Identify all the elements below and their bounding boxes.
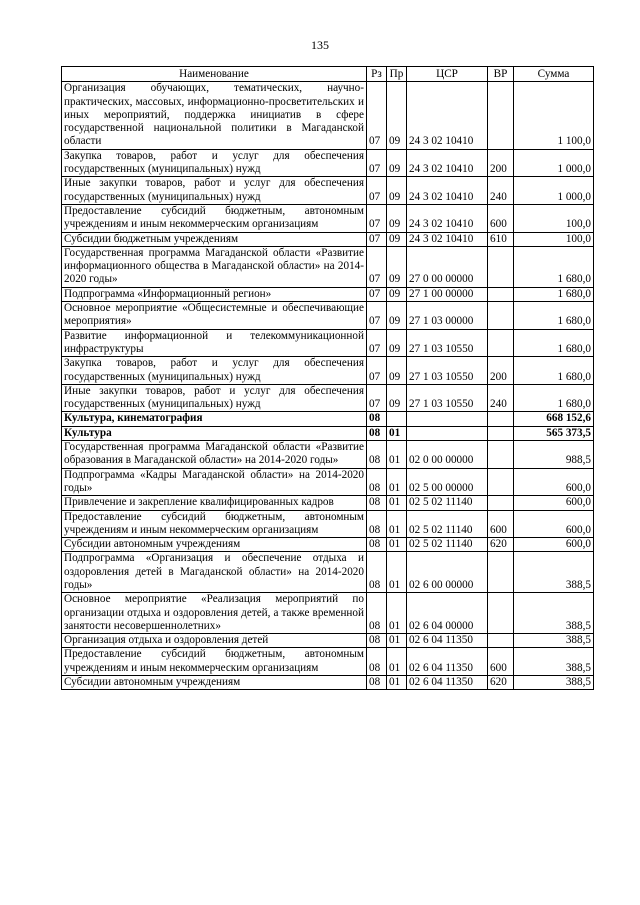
table-row <box>62 82 594 149</box>
row-rz: 08 <box>367 593 387 634</box>
row-pr: 09 <box>387 287 407 301</box>
row-pr: 01 <box>387 510 407 538</box>
row-rz: 07 <box>367 232 387 246</box>
table-row <box>62 149 594 177</box>
row-name: Предоставление субсидий бюджетным, автономным учреждениям и иным некоммерческим организациям <box>62 510 367 538</box>
row-name: Государственная программа Магаданской области «Развитие информационного общества в Магаданской области» на 2014-2020 годы» <box>62 246 367 287</box>
table-row <box>62 357 594 385</box>
row-vr <box>488 496 514 510</box>
table-row <box>62 510 594 538</box>
row-csr: 02 5 02 11140 <box>407 496 488 510</box>
row-rz: 07 <box>367 82 387 149</box>
row-sum: 1 000,0 <box>514 177 594 205</box>
table-row <box>62 676 594 690</box>
row-vr: 200 <box>488 357 514 385</box>
budget-table <box>61 66 594 690</box>
table-row <box>62 552 594 593</box>
row-name: Предоставление субсидий бюджетным, автономным учреждениям и иным некоммерческим организациям <box>62 204 367 232</box>
row-pr: 09 <box>387 246 407 287</box>
row-vr <box>488 302 514 330</box>
row-pr: 09 <box>387 149 407 177</box>
row-vr: 200 <box>488 149 514 177</box>
row-rz: 08 <box>367 634 387 648</box>
row-name: Субсидии бюджетным учреждениям <box>62 232 367 246</box>
row-sum: 100,0 <box>514 232 594 246</box>
row-rz: 08 <box>367 468 387 496</box>
row-csr: 27 1 00 00000 <box>407 287 488 301</box>
row-vr <box>488 329 514 357</box>
table-body <box>62 82 594 690</box>
row-name: Организация обучающих, тематических, научно-практических, массовых, информационно-просветительских и иных мероприятий, поддержка инициатив в сфере государственной национальной политики в Магаданской области <box>62 82 367 149</box>
row-pr: 01 <box>387 426 407 440</box>
row-pr: 01 <box>387 593 407 634</box>
row-pr: 09 <box>387 384 407 412</box>
row-pr <box>387 412 407 426</box>
row-sum: 565 373,5 <box>514 426 594 440</box>
row-vr: 240 <box>488 177 514 205</box>
row-sum: 388,5 <box>514 676 594 690</box>
row-rz: 08 <box>367 648 387 676</box>
row-name: Организация отдыха и оздоровления детей <box>62 634 367 648</box>
row-rz: 08 <box>367 510 387 538</box>
row-sum: 1 680,0 <box>514 357 594 385</box>
table-row <box>62 634 594 648</box>
row-vr: 600 <box>488 510 514 538</box>
row-csr: 02 6 04 11350 <box>407 634 488 648</box>
row-vr <box>488 552 514 593</box>
table-row <box>62 648 594 676</box>
row-name: Субсидии автономным учреждениям <box>62 676 367 690</box>
row-pr: 01 <box>387 634 407 648</box>
row-vr: 610 <box>488 232 514 246</box>
row-pr: 09 <box>387 329 407 357</box>
table-row <box>62 329 594 357</box>
row-rz: 08 <box>367 676 387 690</box>
row-rz: 07 <box>367 329 387 357</box>
row-vr <box>488 246 514 287</box>
row-pr: 01 <box>387 552 407 593</box>
table-row <box>62 412 594 426</box>
row-sum: 1 100,0 <box>514 82 594 149</box>
row-csr: 02 6 04 11350 <box>407 648 488 676</box>
row-csr: 02 5 02 11140 <box>407 510 488 538</box>
row-csr: 27 1 03 00000 <box>407 302 488 330</box>
row-sum: 600,0 <box>514 468 594 496</box>
row-vr: 600 <box>488 204 514 232</box>
row-csr: 02 5 00 00000 <box>407 468 488 496</box>
row-name: Культура <box>62 426 367 440</box>
row-csr: 27 0 00 00000 <box>407 246 488 287</box>
row-csr: 24 3 02 10410 <box>407 82 488 149</box>
row-name: Иные закупки товаров, работ и услуг для обеспечения государственных (муниципальных) нужд <box>62 177 367 205</box>
row-csr: 24 3 02 10410 <box>407 149 488 177</box>
row-rz: 07 <box>367 384 387 412</box>
row-name: Подпрограмма «Кадры Магаданской области» на 2014-2020 годы» <box>62 468 367 496</box>
row-sum: 600,0 <box>514 538 594 552</box>
row-name: Закупка товаров, работ и услуг для обеспечения государственных (муниципальных) нужд <box>62 149 367 177</box>
table-row <box>62 287 594 301</box>
row-name: Культура, кинематография <box>62 412 367 426</box>
row-csr <box>407 412 488 426</box>
row-rz: 07 <box>367 149 387 177</box>
table-row <box>62 593 594 634</box>
table-row <box>62 441 594 469</box>
row-sum: 1 000,0 <box>514 149 594 177</box>
table-row <box>62 538 594 552</box>
row-rz: 07 <box>367 302 387 330</box>
row-vr: 620 <box>488 538 514 552</box>
row-csr: 02 5 02 11140 <box>407 538 488 552</box>
row-name: Предоставление субсидий бюджетным, автономным учреждениям и иным некоммерческим организациям <box>62 648 367 676</box>
row-sum: 388,5 <box>514 552 594 593</box>
table-row <box>62 302 594 330</box>
row-pr: 01 <box>387 676 407 690</box>
row-rz: 07 <box>367 246 387 287</box>
header-vr: ВР <box>488 67 514 82</box>
row-rz: 08 <box>367 552 387 593</box>
table-row <box>62 177 594 205</box>
header-name: Наименование <box>62 67 367 82</box>
row-csr: 02 6 04 00000 <box>407 593 488 634</box>
table-row <box>62 232 594 246</box>
row-pr: 01 <box>387 441 407 469</box>
row-pr: 09 <box>387 177 407 205</box>
row-rz: 07 <box>367 357 387 385</box>
row-vr: 600 <box>488 648 514 676</box>
row-vr <box>488 593 514 634</box>
row-vr <box>488 468 514 496</box>
row-sum: 988,5 <box>514 441 594 469</box>
row-sum: 600,0 <box>514 510 594 538</box>
row-pr: 01 <box>387 496 407 510</box>
row-name: Основное мероприятие «Общесистемные и обеспечивающие мероприятия» <box>62 302 367 330</box>
row-csr: 27 1 03 10550 <box>407 384 488 412</box>
row-pr: 09 <box>387 232 407 246</box>
table-row <box>62 246 594 287</box>
header-rz: Рз <box>367 67 387 82</box>
table-row <box>62 468 594 496</box>
row-vr <box>488 287 514 301</box>
row-name: Подпрограмма «Организация и обеспечение отдыха и оздоровления детей в Магаданской области» на 2014-2020 годы» <box>62 552 367 593</box>
row-name: Государственная программа Магаданской области «Развитие образования в Магаданской области» на 2014-2020 годы» <box>62 441 367 469</box>
row-rz: 07 <box>367 177 387 205</box>
row-vr <box>488 82 514 149</box>
row-vr <box>488 412 514 426</box>
row-csr: 27 1 03 10550 <box>407 357 488 385</box>
table-row <box>62 204 594 232</box>
row-csr: 27 1 03 10550 <box>407 329 488 357</box>
row-pr: 09 <box>387 82 407 149</box>
row-sum: 1 680,0 <box>514 287 594 301</box>
row-name: Иные закупки товаров, работ и услуг для обеспечения государственных (муниципальных) нужд <box>62 384 367 412</box>
row-rz: 08 <box>367 441 387 469</box>
row-name: Основное мероприятие «Реализация мероприятий по организации отдыха и оздоровления детей, а также временной занятости несовершеннолетних» <box>62 593 367 634</box>
row-csr: 24 3 02 10410 <box>407 204 488 232</box>
row-sum: 668 152,6 <box>514 412 594 426</box>
row-csr: 02 6 04 11350 <box>407 676 488 690</box>
row-csr <box>407 426 488 440</box>
row-pr: 01 <box>387 648 407 676</box>
table-row <box>62 426 594 440</box>
row-pr: 09 <box>387 302 407 330</box>
row-sum: 1 680,0 <box>514 329 594 357</box>
row-vr: 620 <box>488 676 514 690</box>
row-pr: 01 <box>387 538 407 552</box>
row-name: Подпрограмма «Информационный регион» <box>62 287 367 301</box>
row-sum: 1 680,0 <box>514 246 594 287</box>
row-sum: 1 680,0 <box>514 302 594 330</box>
row-rz: 08 <box>367 412 387 426</box>
row-sum: 388,5 <box>514 648 594 676</box>
row-vr <box>488 441 514 469</box>
row-sum: 100,0 <box>514 204 594 232</box>
row-rz: 08 <box>367 496 387 510</box>
header-sum: Сумма <box>514 67 594 82</box>
row-vr <box>488 426 514 440</box>
row-pr: 01 <box>387 468 407 496</box>
row-rz: 08 <box>367 426 387 440</box>
row-csr: 24 3 02 10410 <box>407 232 488 246</box>
row-csr: 02 6 00 00000 <box>407 552 488 593</box>
row-csr: 02 0 00 00000 <box>407 441 488 469</box>
row-rz: 07 <box>367 287 387 301</box>
row-sum: 1 680,0 <box>514 384 594 412</box>
row-name: Развитие информационной и телекоммуникационной инфраструктуры <box>62 329 367 357</box>
row-name: Привлечение и закрепление квалифицированных кадров <box>62 496 367 510</box>
row-rz: 07 <box>367 204 387 232</box>
row-pr: 09 <box>387 357 407 385</box>
row-name: Субсидии автономным учреждениям <box>62 538 367 552</box>
row-sum: 388,5 <box>514 593 594 634</box>
row-vr: 240 <box>488 384 514 412</box>
row-sum: 600,0 <box>514 496 594 510</box>
table-header-row <box>62 67 594 82</box>
row-vr <box>488 634 514 648</box>
row-pr: 09 <box>387 204 407 232</box>
page-number: 135 <box>311 38 329 52</box>
row-name: Закупка товаров, работ и услуг для обеспечения государственных (муниципальных) нужд <box>62 357 367 385</box>
row-rz: 08 <box>367 538 387 552</box>
table-row <box>62 496 594 510</box>
row-sum: 388,5 <box>514 634 594 648</box>
table-row <box>62 384 594 412</box>
header-csr: ЦСР <box>407 67 488 82</box>
row-csr: 24 3 02 10410 <box>407 177 488 205</box>
header-pr: Пр <box>387 67 407 82</box>
